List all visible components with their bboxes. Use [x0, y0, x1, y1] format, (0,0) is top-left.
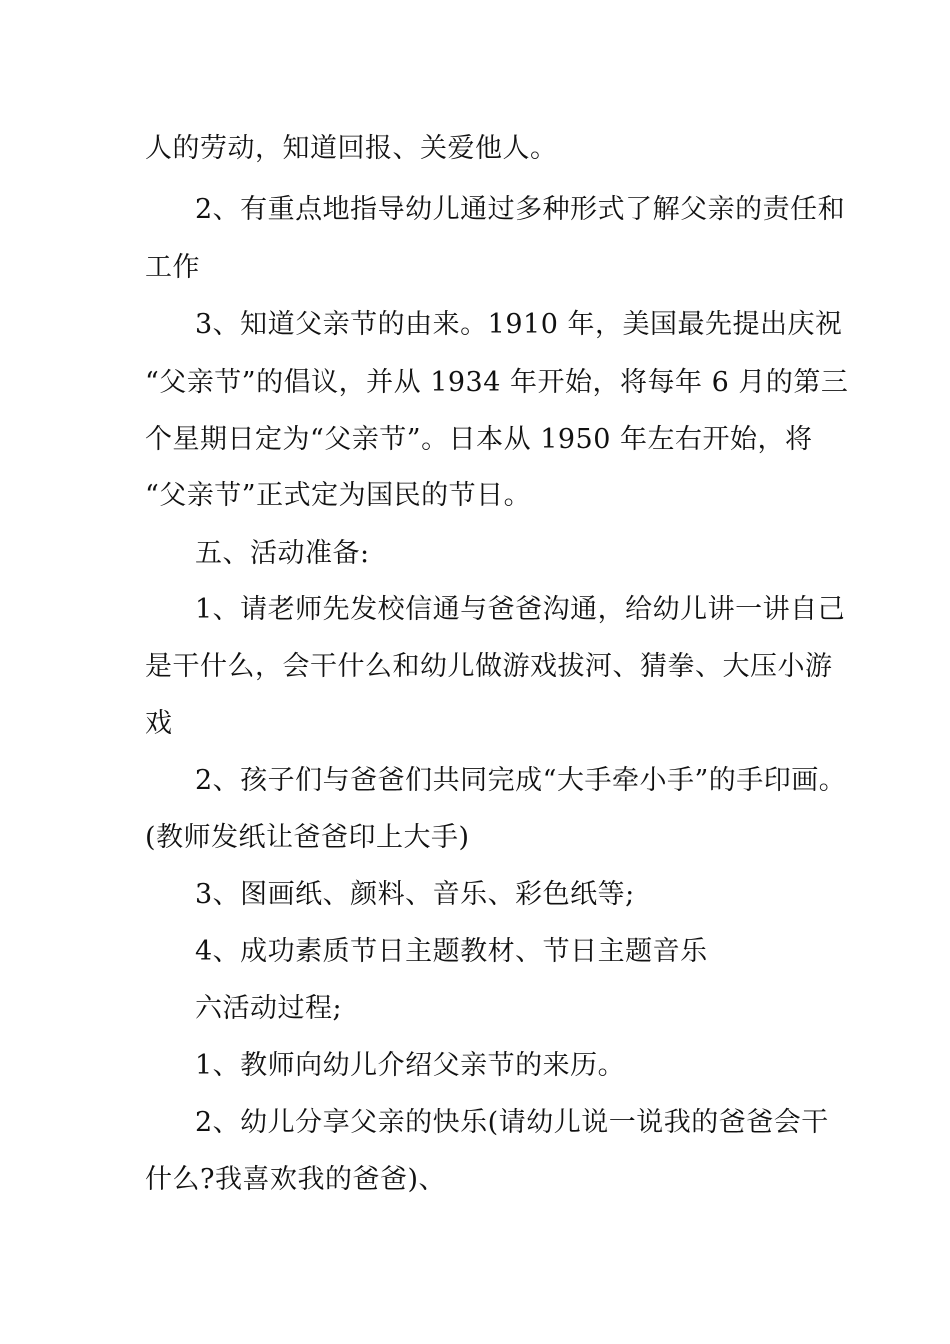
text-line: 工作	[145, 252, 200, 283]
text-line: 3、图画纸、颜料、音乐、彩色纸等;	[195, 879, 635, 910]
text-line: 4、成功素质节日主题教材、节日主题音乐	[195, 936, 708, 967]
text-line: “父亲节”正式定为国民的节日。	[145, 480, 532, 511]
section-heading: 六活动过程;	[195, 993, 343, 1024]
text-line: 1、教师向幼儿介绍父亲节的来历。	[195, 1050, 626, 1081]
text-line: 戏	[145, 708, 173, 739]
text-line: 人的劳动，知道回报、关爱他人。	[145, 133, 558, 164]
text-line: 是干什么，会干什么和幼儿做游戏拔河、猜拳、大压小游	[145, 651, 833, 682]
text-line: 2、幼儿分享父亲的快乐(请幼儿说一说我的爸爸会干	[195, 1107, 829, 1138]
text-line: 2、有重点地指导幼儿通过多种形式了解父亲的责任和	[195, 194, 846, 225]
text-line: 2、孩子们与爸爸们共同完成“大手牵小手”的手印画。	[195, 765, 847, 796]
section-heading: 五、活动准备:	[195, 538, 370, 569]
text-line: 什么?我喜欢我的爸爸)、	[145, 1164, 447, 1195]
text-line: 1、请老师先发校信通与爸爸沟通，给幼儿讲一讲自己	[195, 594, 846, 625]
text-line: (教师发纸让爸爸印上大手)	[145, 822, 470, 853]
text-line: 个星期日定为“父亲节”。日本从 1950 年左右开始，将	[145, 424, 813, 455]
text-line: “父亲节”的倡议，并从 1934 年开始，将每年 6 月的第三	[145, 367, 849, 398]
text-line: 3、知道父亲节的由来。1910 年，美国最先提出庆祝	[195, 309, 843, 340]
